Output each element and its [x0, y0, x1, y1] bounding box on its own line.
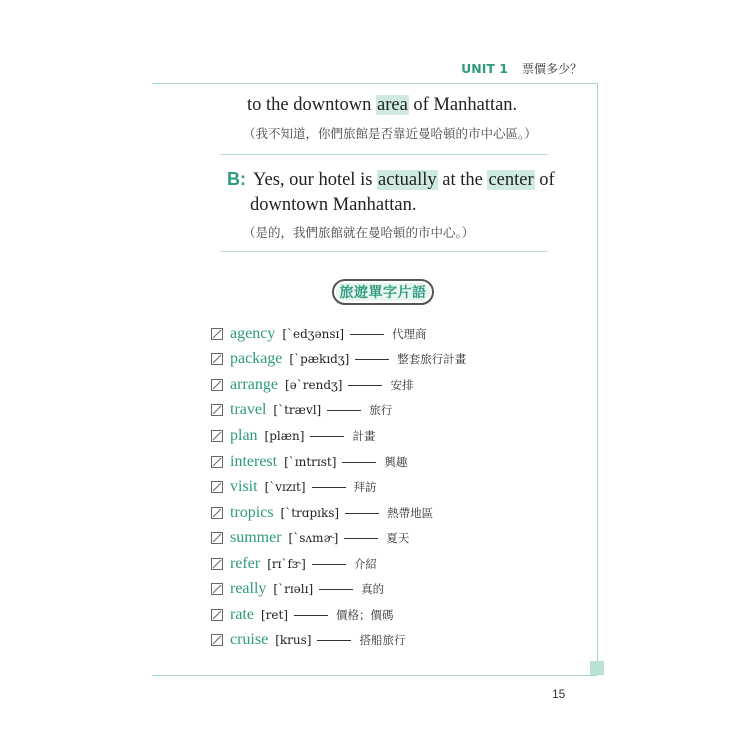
vocab-word: interest [230, 453, 278, 470]
vocab-ipa: [ˋrɪəlɪ] [273, 582, 314, 596]
divider-2 [220, 251, 548, 252]
vocab-word: tropics [230, 504, 274, 521]
checkbox-icon [211, 507, 223, 519]
vocab-dash [317, 640, 351, 641]
line1-text-post: of Manhattan. [408, 95, 518, 115]
vocab-ipa: [ˋsʌmɚ] [288, 531, 339, 545]
vocab-ipa: [rɪˋfɝ] [267, 557, 306, 571]
dialogue-line-b [227, 169, 555, 191]
vocab-ipa: [əˋrendʒ] [284, 378, 343, 392]
vocab-ipa: [ˋvɪzɪt] [264, 480, 306, 494]
vocab-word: rate [230, 606, 254, 623]
vocab-ipa: [ˋɪntrɪst] [284, 455, 337, 469]
vocab-dash [310, 436, 344, 437]
checkbox-icon [211, 456, 223, 468]
vocab-dash [355, 359, 389, 360]
vocab-dash [312, 487, 346, 488]
dialogue-line-b-translation: （是的，我們旅館就在曼哈頓的市中心。） [243, 225, 475, 240]
vocab-dash [350, 334, 384, 335]
unit-label: UNIT 1 [461, 61, 508, 76]
highlight-actually: actually [378, 170, 437, 190]
dialogue-line-b-2: downtown Manhattan. [250, 195, 417, 215]
checkbox-icon [211, 481, 223, 493]
checkbox-icon [211, 353, 223, 365]
vocab-dash [319, 589, 353, 590]
line1-text-pre: to the downtown [247, 95, 376, 115]
checkbox-icon [211, 328, 223, 340]
vocab-meaning: 夏天 [386, 531, 410, 545]
section-title: 旅遊單字片語 [339, 285, 427, 301]
vocab-item [211, 349, 466, 369]
corner-decoration [590, 661, 604, 675]
divider-1 [220, 154, 548, 155]
checkbox-icon [211, 583, 223, 595]
vocab-meaning: 代理商 [392, 327, 427, 341]
vocab-meaning: 整套旅行計畫 [397, 352, 467, 366]
vocab-dash [344, 538, 378, 539]
vocab-ipa: [plæn] [264, 429, 305, 443]
unit-title: 票價多少？ [521, 62, 582, 76]
b-text-post: of [534, 170, 555, 190]
page-number: 15 [552, 687, 566, 701]
vocab-word: cruise [230, 631, 269, 648]
vocab-meaning: 興趣 [384, 455, 408, 469]
vocab-ipa: [ˋedʒənsɪ] [282, 327, 345, 341]
dialogue-line-1-translation: （我不知道，你們旅館是否靠近曼哈頓的市中心區。） [243, 126, 537, 141]
b-text-pre: Yes, our hotel is [253, 170, 378, 190]
vocab-item [211, 605, 394, 625]
frame-bottom-line [152, 675, 598, 676]
vocab-meaning: 價格；價碼 [336, 608, 394, 622]
speaker-b-label: B: [227, 169, 246, 189]
vocab-ipa: [ˋtrævl] [273, 403, 322, 417]
vocab-word: refer [230, 555, 261, 572]
vocab-item [211, 503, 433, 523]
checkbox-icon [211, 609, 223, 621]
dialogue-line-1 [247, 95, 517, 116]
vocab-meaning: 拜訪 [353, 480, 377, 494]
vocab-item [211, 324, 427, 344]
vocab-ipa: [ˋtrɑpɪks] [280, 506, 340, 520]
vocab-word: travel [230, 401, 267, 418]
vocab-meaning: 旅行 [369, 403, 393, 417]
vocab-dash [348, 385, 382, 386]
vocab-word: plan [230, 427, 258, 444]
b-text-mid: at the [437, 170, 488, 190]
frame-top-line [152, 83, 598, 84]
checkbox-icon [211, 430, 223, 442]
highlight-center: center [488, 170, 534, 190]
checkbox-icon [211, 558, 223, 570]
vocab-word: package [230, 350, 283, 367]
vocab-meaning: 安排 [390, 378, 414, 392]
checkbox-icon [211, 532, 223, 544]
vocab-item [211, 630, 405, 650]
vocab-meaning: 計畫 [352, 429, 376, 443]
checkbox-icon [211, 379, 223, 391]
highlight-area: area [376, 95, 408, 115]
section-title-pill [332, 279, 434, 305]
checkbox-icon [211, 404, 223, 416]
vocab-meaning: 真的 [361, 582, 385, 596]
vocab-ipa: [ˋpækɪdʒ] [289, 352, 350, 366]
vocab-word: summer [230, 529, 282, 546]
vocab-item [211, 554, 377, 574]
vocab-word: arrange [230, 376, 278, 393]
vocab-item [211, 400, 392, 420]
vocab-dash [312, 564, 346, 565]
vocab-word: really [230, 580, 267, 597]
frame-right-line [597, 83, 598, 675]
vocab-item [211, 375, 413, 395]
vocab-word: agency [230, 325, 276, 342]
vocab-dash [294, 615, 328, 616]
vocab-item [211, 477, 377, 497]
vocab-word: visit [230, 478, 258, 495]
vocab-dash [327, 410, 361, 411]
vocab-item [211, 426, 375, 446]
vocab-item [211, 452, 407, 472]
vocab-item [211, 579, 384, 599]
running-header [461, 60, 582, 77]
vocab-item [211, 528, 409, 548]
vocab-dash [345, 513, 379, 514]
vocab-dash [342, 462, 376, 463]
vocab-ipa: [krus] [275, 633, 312, 647]
vocab-ipa: [ret] [260, 608, 289, 622]
vocab-meaning: 介紹 [353, 557, 377, 571]
vocab-meaning: 搭船旅行 [359, 633, 406, 647]
checkbox-icon [211, 634, 223, 646]
vocab-meaning: 熱帶地區 [387, 506, 434, 520]
